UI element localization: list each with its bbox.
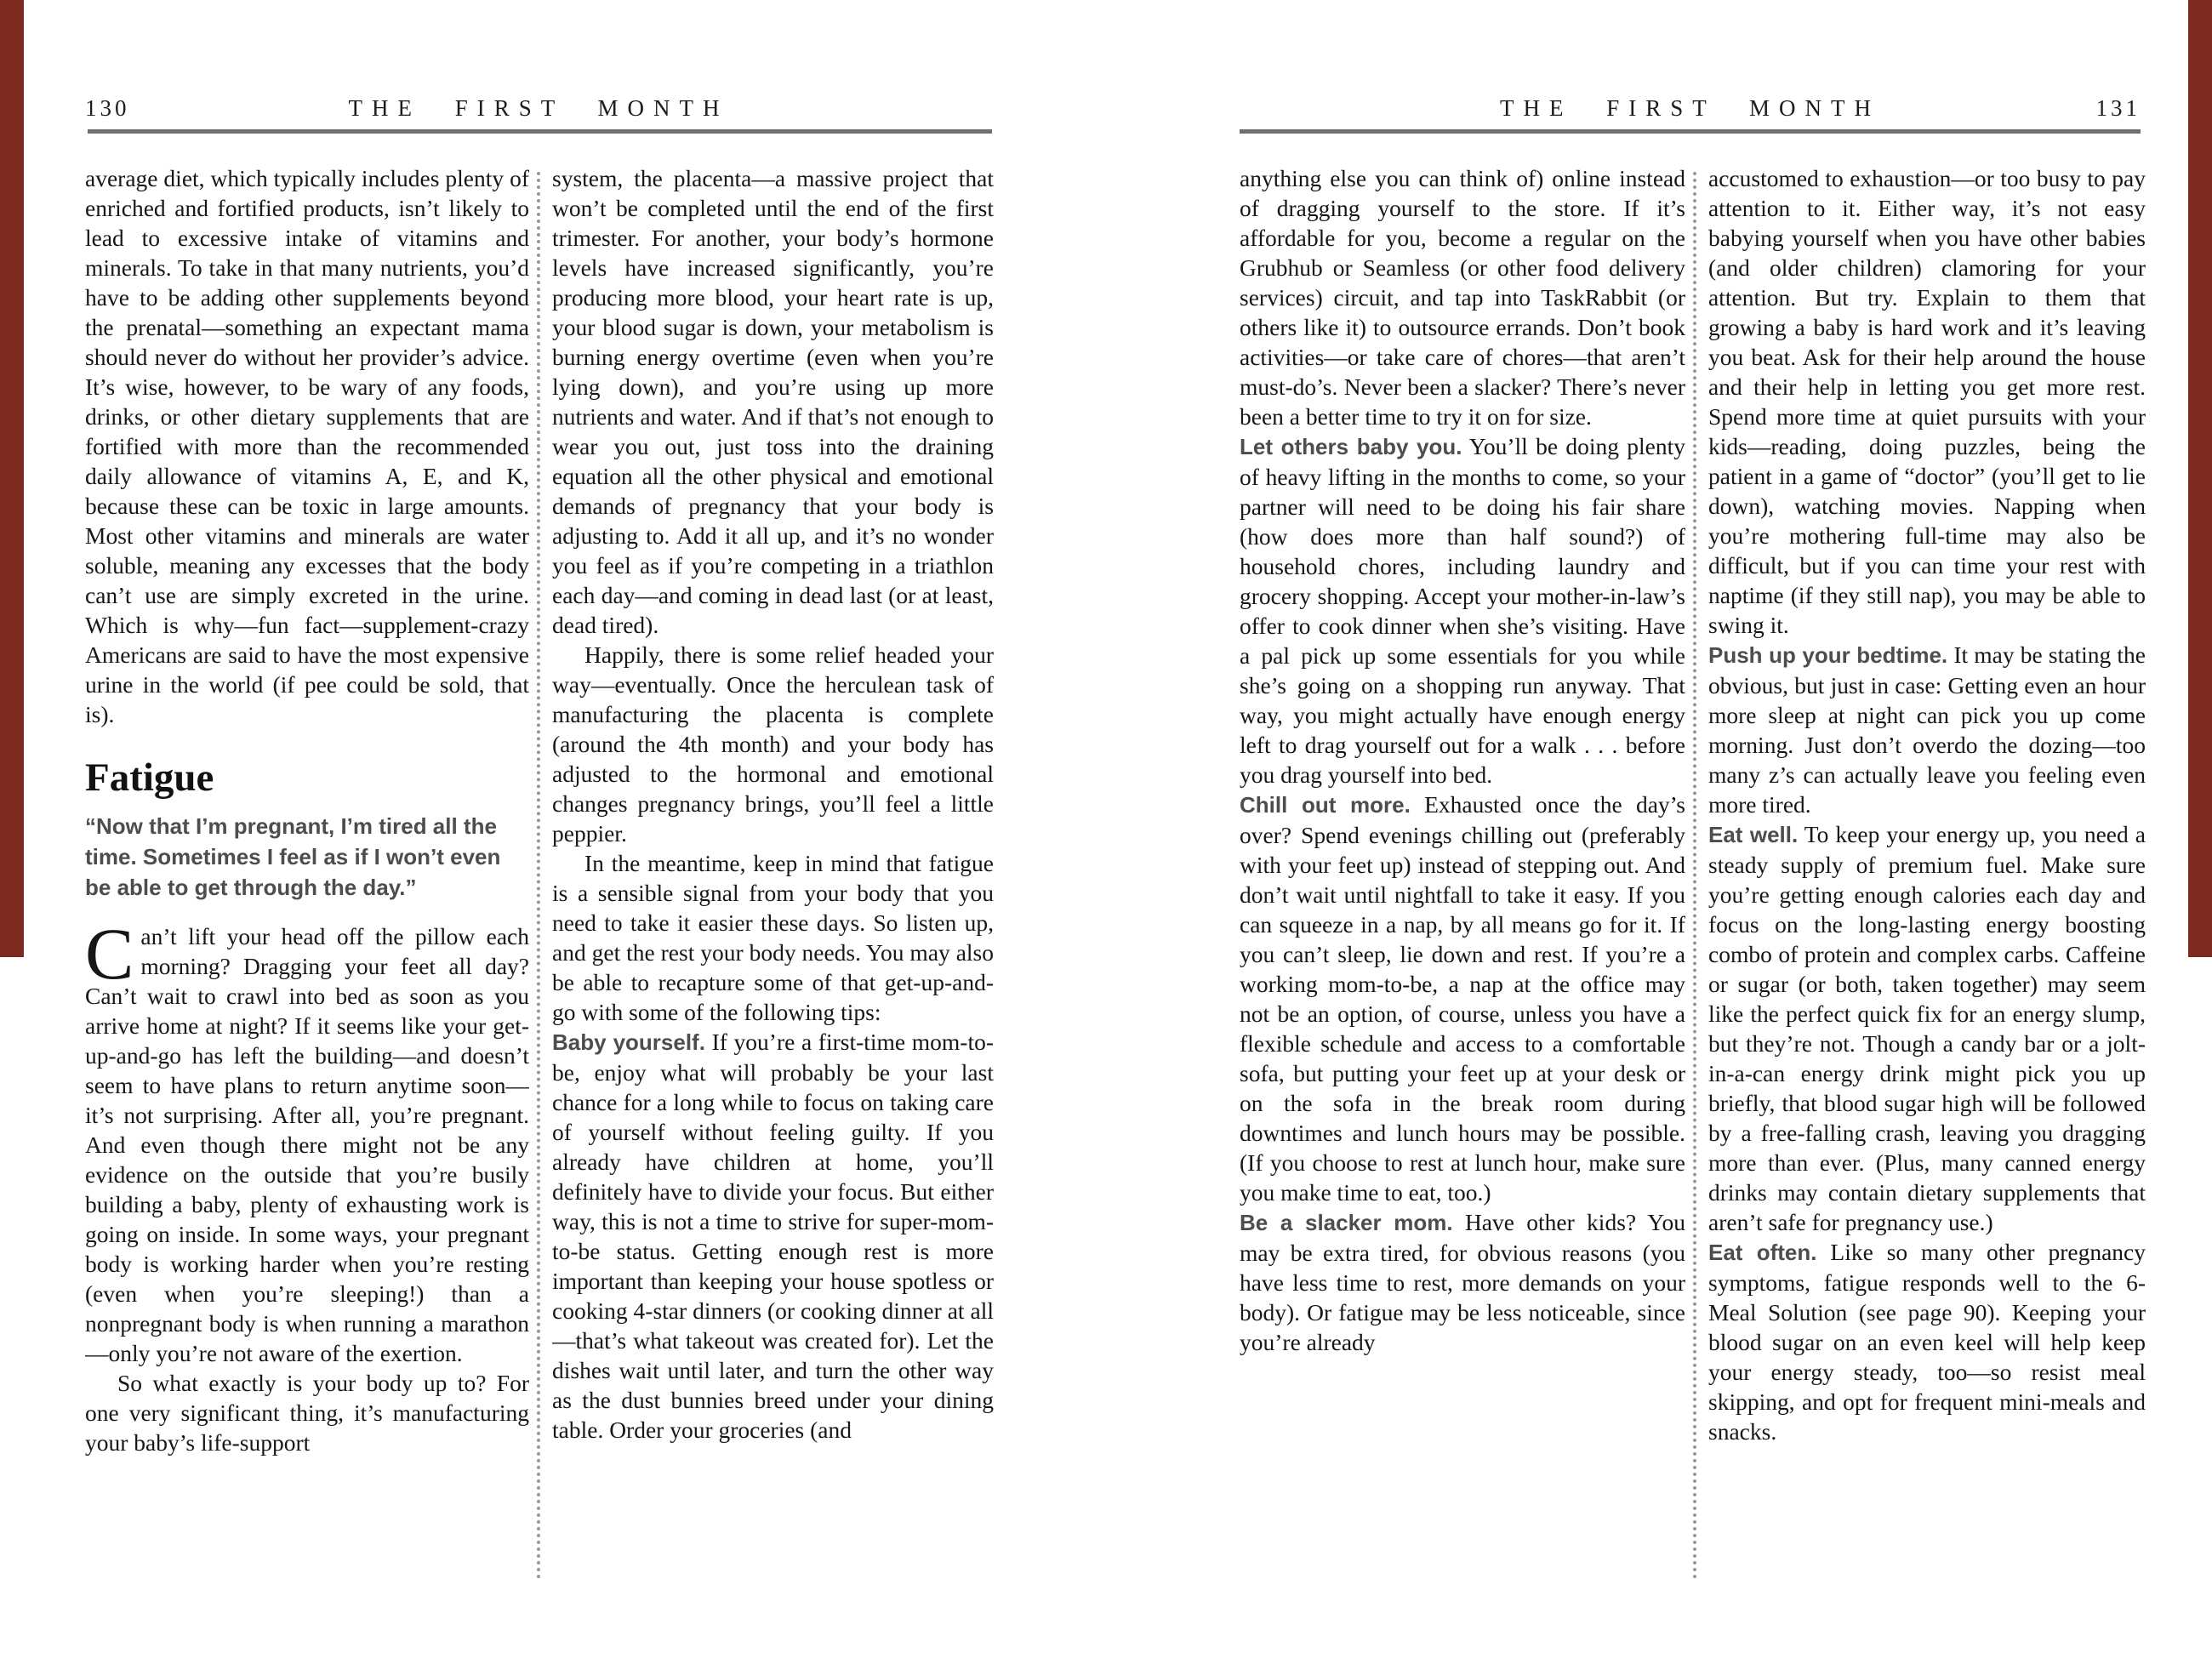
column-4 bbox=[1708, 163, 2146, 1601]
tip-label: Chill out more. bbox=[1240, 792, 1411, 818]
body-paragraph bbox=[85, 913, 529, 1368]
tip-item bbox=[1708, 1237, 2146, 1446]
tip-text: Like so many other pregnancy symptoms, fatigue responds well to the 6-Meal Solution (see page 90). Keeping your blood sugar on an even keel will help keep your energy steady, too—so resist meal skipping, and opt for frequent mini-meals and snacks. bbox=[1708, 1239, 2146, 1445]
page-number-right: 131 bbox=[2095, 95, 2141, 121]
tip-text: Exhausted once the day’s over? Spend evenings chilling out (preferably with your feet up) instead of stepping out. And don’t wait until nightfall to take it easy. If you can squeeze in a nap, by all means go for it. If you can’t sleep, lie down and rest. If you’re a working mom-to-be, a nap at the office may not be an option, of course, unless you have a flexible schedule and access to a comfortable sofa, but putting your feet up at your desk or on the sofa in the break room during downtimes and lunch hours may be possible. (If you choose to rest at lunch hour, make sure you make time to eat, too.) bbox=[1240, 791, 1685, 1206]
tip-text: You’ll be doing plenty of heavy lifting in the months to come, so your partner will need to be doing his fair share (how does more than half sound?) of household chores, including laundry and grocery shopping. Accept your mother-in-law’s offer to cook dinner when she’s visiting. Have a pal pick up some essentials for you while she’s going on a shopping run anyway. That way, you might actually have enough energy left to drag yourself out for a walk . . . before you drag yourself into bed. bbox=[1240, 433, 1685, 788]
reader-quote: “Now that I’m pregnant, I’m tired all the time. Sometimes I feel as if I won’t even be able to get through the day.” bbox=[85, 813, 501, 900]
tip-label: Let others baby you. bbox=[1240, 434, 1462, 459]
body-paragraph: Happily, there is some relief headed your way—eventually. Once the herculean task of manufacturing the placenta is complete (around the 4th month) and your body has adjusted to the hormonal and emotional changes pregnancy brings, you’ll feel a little peppier. bbox=[552, 641, 994, 847]
book-cover-edge-right bbox=[2188, 0, 2212, 957]
column-divider-left-page bbox=[537, 172, 540, 1580]
body-paragraph: accustomed to exhaustion—or too busy to pay attention to it. Either way, it’s not easy babying yourself when you have other babies (and older children) clamoring for your attention. But try. Explain to them that growing a baby is hard work and it’s leaving you beat. Ask for their help around the house and their help in letting you get more rest. Spend more time at quiet pursuits with your kids—reading, doing puzzles, being the patient in a game of “doctor” (you’ll get to lie down), watching movies. Napping when you’re mothering full-time may also be difficult, but if you can time your rest with naptime (if they still nap), you may be able to swing it. bbox=[1708, 165, 2146, 638]
tip-item bbox=[1708, 640, 2146, 819]
column-divider-right-page bbox=[1693, 172, 1696, 1580]
tip-item bbox=[1240, 790, 1685, 1207]
tip-label: Eat often. bbox=[1708, 1240, 1817, 1265]
page-header-right bbox=[1240, 95, 2141, 131]
column-1 bbox=[85, 163, 529, 1601]
tip-item bbox=[1240, 431, 1685, 790]
body-paragraph: anything else you can think of) online instead of dragging yourself to the store. If it’s affordable for you, become a regular on the Grubhub or Seamless (or other food delivery services) circuit, and tap into TaskRabbit (or others like it) to outsource errands. Don’t book activities—or take care of chores—that aren’t must-do’s. Never been a slacker? There’s never been a better time to try it on for size. bbox=[1240, 165, 1685, 430]
page-number-left: 130 bbox=[85, 95, 130, 121]
section-heading-fatigue: Fatigue bbox=[85, 755, 214, 800]
column-2 bbox=[552, 163, 994, 1601]
tip-item bbox=[1708, 819, 2146, 1237]
book-cover-edge-left bbox=[0, 0, 24, 957]
header-rule-right bbox=[1240, 129, 2141, 134]
header-rule-left bbox=[88, 129, 992, 134]
paragraph-text: an’t lift your head off the pillow each morning? Dragging your feet all day? Can’t wait to crawl into bed as soon as you arrive home at night? If it seems like your get-up-and-go has left the building—and doesn’t seem to have plans to return anytime soon—it’s not surprising. After all, you’re pregnant. And even though there might not be any evidence on the outside that you’re busily building a baby, plenty of exhausting work is going on inside. In some ways, your pregnant body is working harder when you’re resting (even when you’re sleeping!) than a nonpregnant body is when running a marathon—only you’re not aware of the exertion. bbox=[85, 923, 529, 1366]
body-paragraph: system, the placenta—a massive project that won’t be completed until the end of the first trimester. For another, your body’s hormone levels have increased significantly, you’re producing more blood, your heart rate is up, your blood sugar is down, your metabolism is burning energy overtime (even when you’re lying down), and you’re using up more nutrients and water. And if that’s not enough to wear you out, just toss into the draining equation all the other physical and emotional demands of pregnancy that your body is adjusting to. Add it all up, and it’s no wonder you feel as if you’re competing in a triathlon each day—and coming in dead last (or at least, dead tired). bbox=[552, 165, 994, 638]
tip-text: Have other kids? You may be extra tired, for obvious reasons (you have less time to rest, more demands on your body). Or fatigue may be less noticeable, since you’re already bbox=[1240, 1209, 1685, 1355]
tip-label: Eat well. bbox=[1708, 822, 1799, 847]
tip-text: If you’re a first-time mom-to-be, enjoy what will probably be your last chance for a long while to focus on taking care of yourself without feeling guilty. If you already have children at home, you’ll definitely have to divide your focus. But either way, this is not a time to strive for super-mom-to-be status. Getting enough rest is more important than keeping your house spotless or cooking 4-star dinners (or cooking dinner at all—that’s what takeout was created for). Let the dishes wait until later, and turn the other way as the dust bunnies breed under your dining table. Order your groceries (and bbox=[552, 1029, 994, 1443]
body-paragraph: In the meantime, keep in mind that fatigue is a sensible signal from your body that you need to take it easier these days. So listen up, and get the rest your body needs. You may also be able to recapture some of that get-up-and-go with some of the following tips: bbox=[552, 850, 994, 1025]
running-head-left: THE FIRST MONTH bbox=[348, 95, 729, 121]
tip-item bbox=[1240, 1207, 1685, 1357]
tip-label: Be a slacker mom. bbox=[1240, 1210, 1453, 1235]
column-3 bbox=[1240, 163, 1685, 1601]
page-header-left bbox=[85, 95, 992, 131]
tip-text: It may be stating the obvious, but just in case: Getting even an hour more sleep at night can pick you up come morning. Just don’t overdo the dozing—too many z’s can actually leave you feeling even more tired. bbox=[1708, 641, 2146, 818]
tip-item bbox=[552, 1027, 994, 1445]
body-paragraph: So what exactly is your body up to? For one very significant thing, it’s manufacturing your baby’s life-support bbox=[85, 1370, 529, 1456]
tip-label: Push up your bedtime. bbox=[1708, 642, 1948, 668]
drop-cap: C bbox=[85, 913, 134, 995]
running-head-right: THE FIRST MONTH bbox=[1499, 95, 1881, 121]
body-paragraph: average diet, which typically includes plenty of enriched and fortified products, isn’t likely to lead to excessive intake of vitamins and minerals. To take in that many nutrients, you’d have to be adding other supplements beyond the prenatal—something an expectant mama should never do without her provider’s advice. It’s wise, however, to be wary of any foods, drinks, or other dietary supplements that are fortified with more than the recommended daily allowance of vitamins A, E, and K, because these can be toxic in large amounts. Most other vitamins and minerals are water soluble, meaning any excesses that the body can’t use are simply excreted in the urine. Which is why—fun fact—supplement-crazy Americans are said to have the most expensive urine in the world (if pee could be sold, that is). bbox=[85, 165, 529, 727]
tip-label: Baby yourself. bbox=[552, 1029, 705, 1055]
tip-text: To keep your energy up, you need a steady supply of premium fuel. Make sure you’re getting enough calories each day and focus on the long-lasting energy boosting combo of protein and complex carbs. Caffeine or sugar (or both, taken together) may seem like the perfect quick fix for an energy slump, but they’re not. Though a candy bar or a jolt-in-a-can energy drink might pick you up briefly, that blood sugar high will be followed by a free-falling crash, leaving you dragging more than ever. (Plus, many canned energy drinks may contain dietary supplements that aren’t safe for pregnancy use.) bbox=[1708, 821, 2146, 1235]
